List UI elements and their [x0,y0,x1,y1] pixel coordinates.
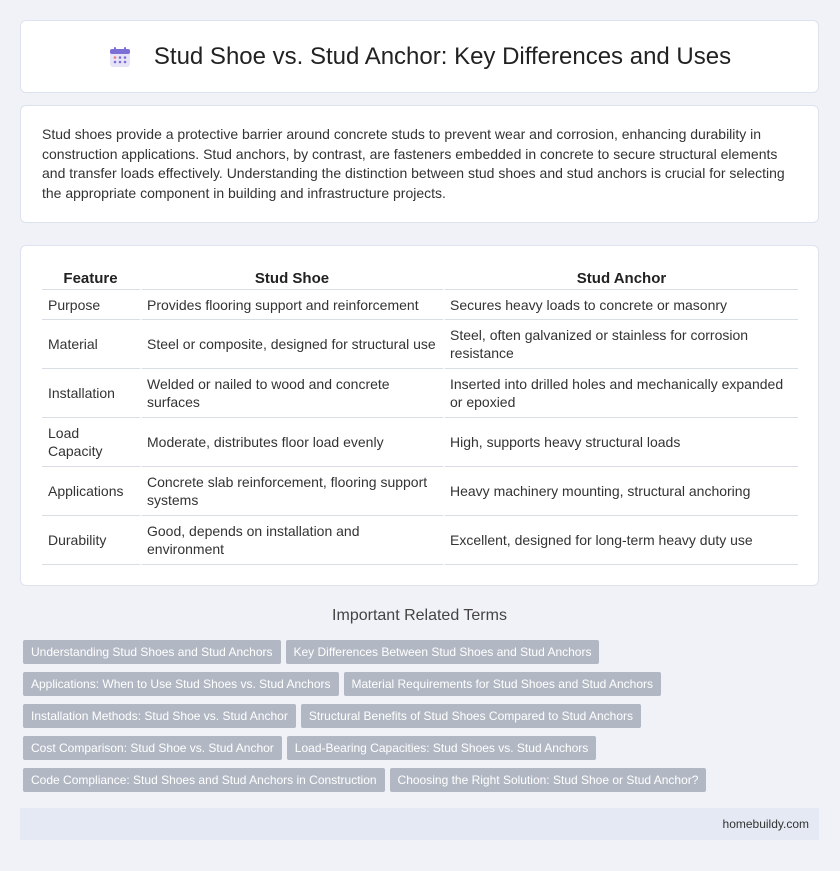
related-tag[interactable]: Key Differences Between Stud Shoes and Stud Anchors [286,640,600,664]
row-feature: Load Capacity [42,418,142,467]
table-row [42,290,798,320]
table-row [42,516,798,565]
comparison-card [20,245,819,586]
row-stud-anchor: High, supports heavy structural loads [445,418,798,467]
row-feature: Purpose [42,290,142,320]
table-row [42,320,798,369]
table-row [42,369,798,418]
row-feature: Durability [42,516,142,565]
header-stud-anchor: Stud Anchor [445,265,798,290]
related-tag[interactable]: Cost Comparison: Stud Shoe vs. Stud Anchor [23,736,282,760]
header-stud-shoe: Stud Shoe [142,265,445,290]
related-tags [23,640,723,800]
related-tag[interactable]: Code Compliance: Stud Shoes and Stud Anchors in Construction [23,768,385,792]
related-terms-title: Important Related Terms [332,607,507,624]
calendar-icon [108,45,132,69]
related-terms-section [20,607,819,625]
table-row [42,467,798,516]
comparison-table [42,265,798,565]
intro-card [20,105,819,223]
tag-row [23,736,723,768]
tag-row [23,640,723,672]
header-feature: Feature [42,265,142,290]
row-stud-shoe: Welded or nailed to wood and concrete surfaces [142,369,445,418]
related-tag[interactable]: Applications: When to Use Stud Shoes vs. Stud Anchors [23,672,339,696]
related-tag[interactable]: Structural Benefits of Stud Shoes Compared to Stud Anchors [301,704,641,728]
related-tag[interactable]: Load-Bearing Capacities: Stud Shoes vs. Stud Anchors [287,736,597,760]
row-stud-anchor: Heavy machinery mounting, structural anchoring [445,467,798,516]
title-card [20,20,819,93]
row-stud-shoe: Good, depends on installation and environment [142,516,445,565]
related-tag[interactable]: Understanding Stud Shoes and Stud Anchors [23,640,281,664]
page-title-row [108,43,731,71]
row-stud-anchor: Secures heavy loads to concrete or masonry [445,290,798,320]
row-stud-anchor: Steel, often galvanized or stainless for corrosion resistance [445,320,798,369]
row-feature: Material [42,320,142,369]
row-stud-shoe: Moderate, distributes floor load evenly [142,418,445,467]
row-stud-shoe: Provides flooring support and reinforcement [142,290,445,320]
row-feature: Installation [42,369,142,418]
tag-row [23,704,723,736]
footer [20,808,819,840]
row-stud-anchor: Excellent, designed for long-term heavy duty use [445,516,798,565]
intro-text: Stud shoes provide a protective barrier around concrete studs to prevent wear and corrosion, enhancing durability in construction applications. Stud anchors, by contrast, are fasteners embedded in concrete to secure structural elements and transfer loads effectively. Understanding the distinction between stud shoes and stud anchors is crucial for selecting the appropriate component in building and infrastructure projects. [42,126,785,201]
tag-row [23,672,723,704]
related-tag[interactable]: Choosing the Right Solution: Stud Shoe or Stud Anchor? [390,768,707,792]
table-row [42,418,798,467]
row-stud-shoe: Concrete slab reinforcement, flooring support systems [142,467,445,516]
related-tag[interactable]: Installation Methods: Stud Shoe vs. Stud Anchor [23,704,296,728]
footer-site-link[interactable]: homebuildy.com [722,817,809,831]
row-stud-shoe: Steel or composite, designed for structural use [142,320,445,369]
related-tag[interactable]: Material Requirements for Stud Shoes and Stud Anchors [344,672,662,696]
tag-row [23,768,723,800]
page-title: Stud Shoe vs. Stud Anchor: Key Differences and Uses [153,42,732,70]
row-feature: Applications [42,467,142,516]
row-stud-anchor: Inserted into drilled holes and mechanically expanded or epoxied [445,369,798,418]
